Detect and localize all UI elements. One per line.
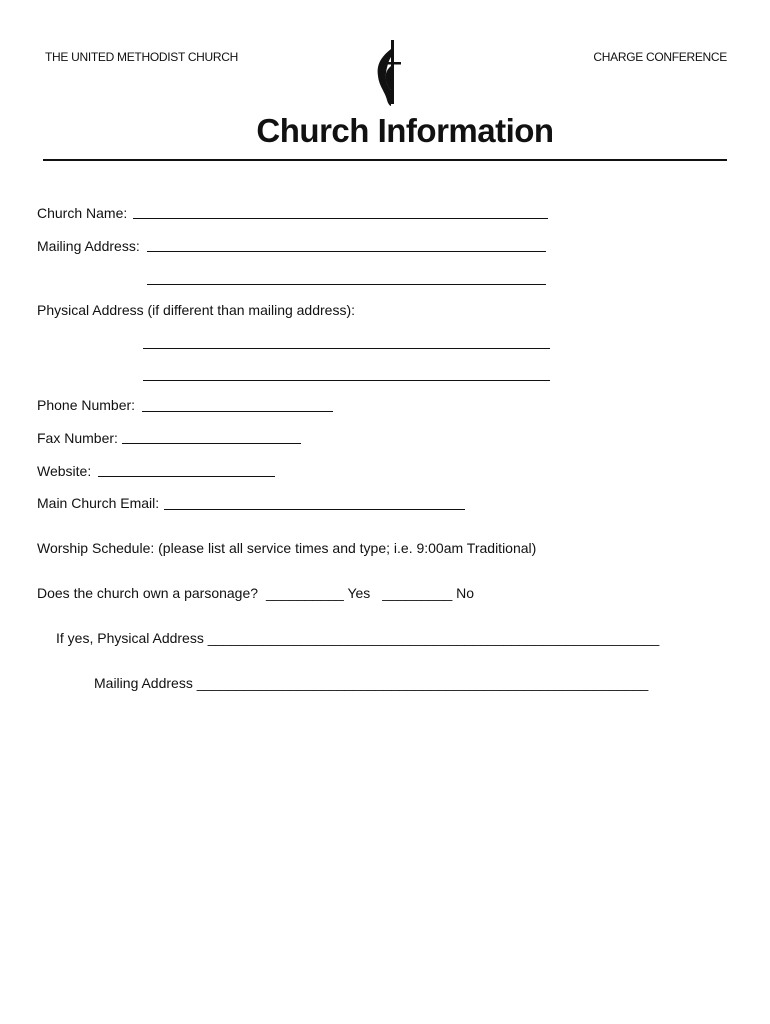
main-church-email-label: Main Church Email: [37,495,160,511]
physical-address-field-line-1[interactable] [143,348,550,349]
fax-number-label: Fax Number: [37,430,118,446]
parsonage-question-text: Does the church own a parsonage? [37,585,259,601]
parsonage-mailing-address-line[interactable]: Mailing Address __________________________________________________________ [94,675,649,691]
main-church-email-field[interactable] [164,509,465,510]
phone-number-label: Phone Number: [37,397,136,413]
parsonage-no-label: No [456,585,475,601]
mailing-address-field-line-2[interactable] [147,284,546,285]
website-field[interactable] [98,476,275,477]
parsonage-yes-blank[interactable]: __________ [265,585,344,601]
website-label: Website: [37,463,92,479]
parsonage-yes-label: Yes [347,585,371,601]
page-title: Church Information [256,112,554,149]
phone-number-field[interactable] [142,411,333,412]
title-divider [43,159,727,161]
physical-address-label: Physical Address (if different than mailing address): [37,302,356,318]
fax-number-field[interactable] [122,443,301,444]
cross-and-flame-icon [373,40,411,106]
parsonage-physical-address-line[interactable]: If yes, Physical Address __________________________________________________________ [56,630,660,646]
header-left-text: THE UNITED METHODIST CHURCH [45,50,239,64]
mailing-address-field-line-1[interactable] [147,251,546,252]
header-right-text: CHARGE CONFERENCE [593,50,727,64]
church-name-label: Church Name: [37,205,128,221]
parsonage-question [37,585,474,601]
church-name-field[interactable] [133,218,548,219]
parsonage-no-blank[interactable]: _________ [382,585,453,601]
physical-address-field-line-2[interactable] [143,380,550,381]
mailing-address-label: Mailing Address: [37,238,140,254]
worship-schedule-label: Worship Schedule: (please list all service times and type; i.e. 9:00am Traditional) [37,540,537,556]
